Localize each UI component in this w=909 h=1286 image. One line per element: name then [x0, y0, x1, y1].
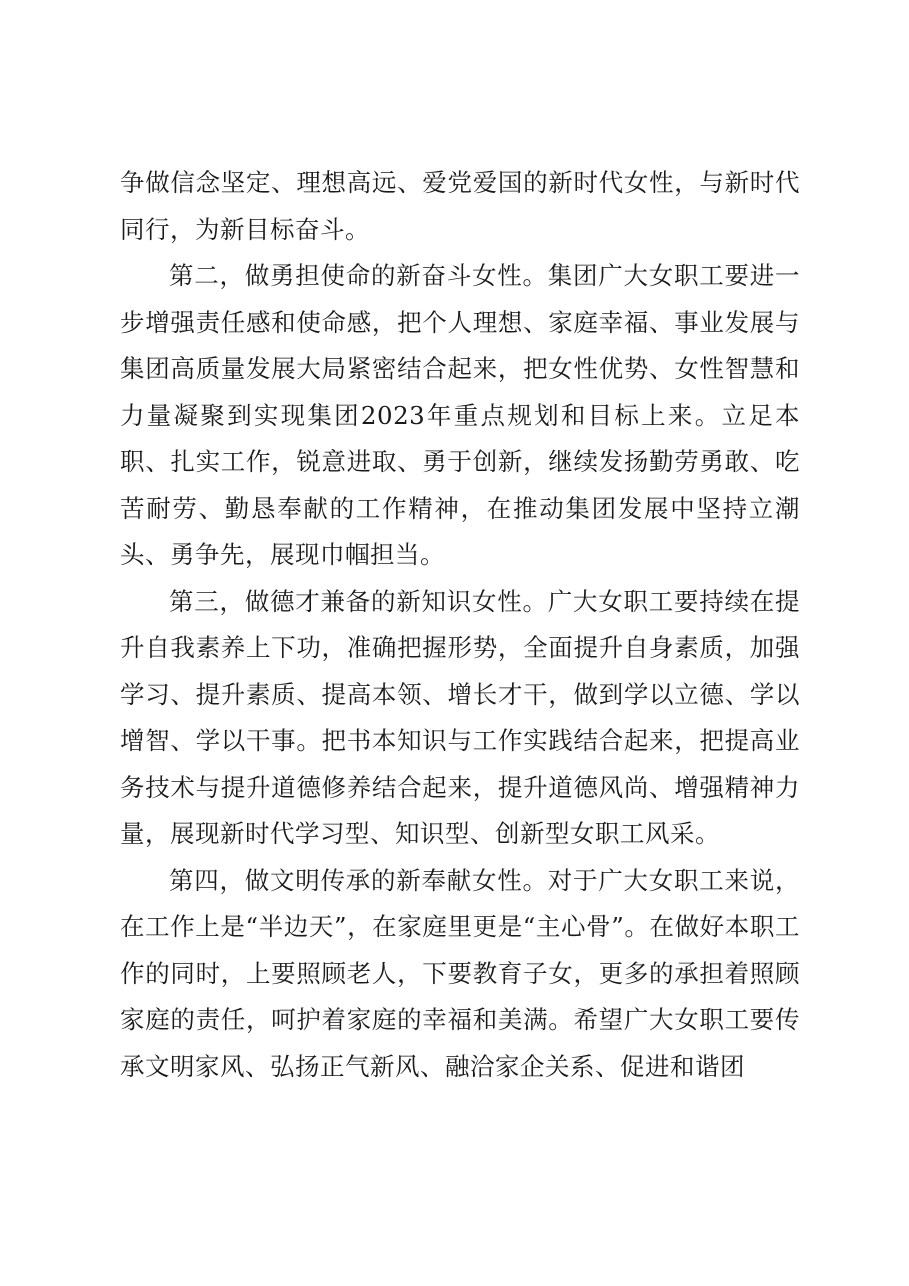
paragraph-continuation: 争做信念坚定、理想高远、爱党爱国的新时代女性，与新时代同行，为新目标奋斗。 [120, 168, 800, 244]
document-body [120, 160, 800, 1090]
paragraph-point-three: 第三，做德才兼备的新知识女性。广大女职工要持续在提升自我素养上下功，准确把握形势，全面提升自身素质，加强学习、提升素质、提高本领、增长才干，做到学以立德、学以增智、学以干事。把书本知识与工作实践结合起来，把提高业务技术与提升道德修养结合起来，提升道德风尚、增强精神力量，展现新时代学习型、知识型、创新型女职工风采。 [120, 586, 800, 848]
paragraph-point-two: 第二，做勇担使命的新奋斗女性。集团广大女职工要进一步增强责任感和使命感，把个人理想、家庭幸福、事业发展与集团高质量发展大局紧密结合起来，把女性优势、女性智慧和力量凝聚到实现集团2023年重点规划和目标上来。立足本职、扎实工作，锐意进取、勇于创新，继续发扬勤劳勇敢、吃苦耐劳、勤恳奉献的工作精神，在推动集团发展中坚持立潮头、勇争先，展现巾帼担当。 [120, 261, 800, 569]
paragraph-point-four: 第四，做文明传承的新奉献女性。对于广大女职工来说，在工作上是“半边天”，在家庭里更是“主心骨”。在做好本职工作的同时，上要照顾老人，下要教育子女，更多的承担着照顾家庭的责任，呵护着家庭的幸福和美满。希望广大女职工要传承文明家风、弘扬正气新风、融洽家企关系、促进和谐团 [120, 865, 800, 1081]
